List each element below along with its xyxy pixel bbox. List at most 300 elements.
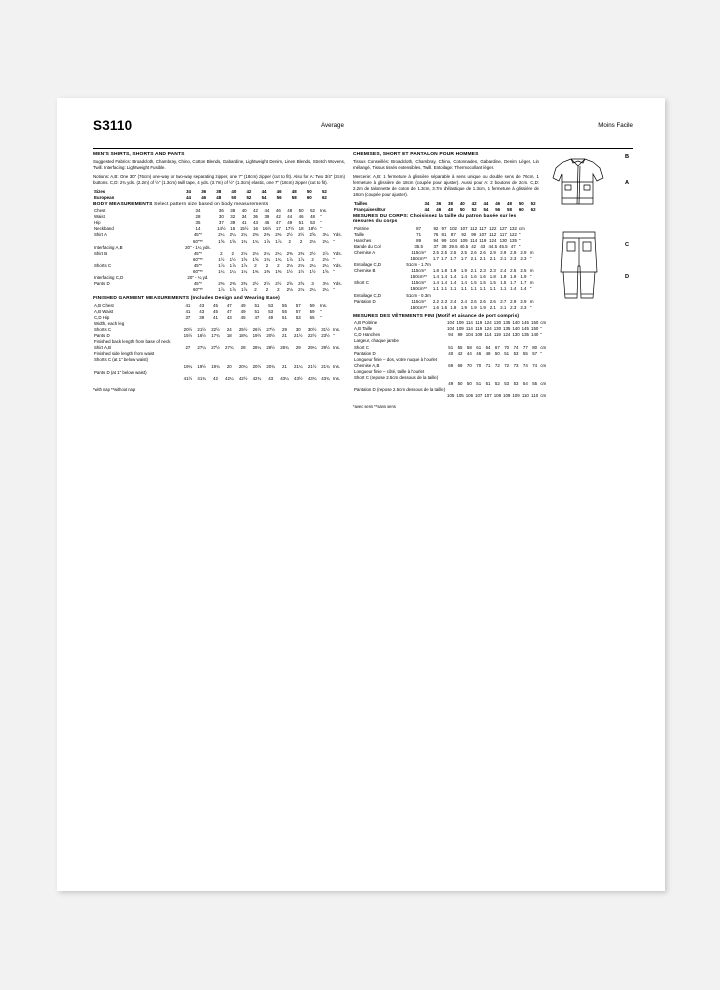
fit-label: Average: [321, 122, 344, 129]
cell: 21½: [197, 327, 206, 333]
cell: 38: [230, 208, 236, 214]
row-label: Shorts C: [94, 262, 112, 268]
cell: 1.1: [440, 286, 448, 292]
row-label: Waist: [94, 214, 105, 220]
cell: 40: [241, 208, 247, 214]
cell: 48: [310, 214, 315, 220]
cell: 2.9: [520, 249, 527, 255]
cell: 1½: [229, 256, 236, 262]
cell: 45"*: [193, 262, 203, 268]
cell: 41¾: [197, 375, 206, 381]
row-label: C,D Hip: [94, 314, 110, 320]
table-row: Sizes 34 36 38 40 42 44 46 48 50 52: [94, 188, 327, 194]
cell: 43: [253, 220, 258, 226]
cell: 74: [532, 362, 538, 368]
row-label: Short C: [354, 280, 369, 286]
cell: 2½: [252, 281, 259, 287]
row-label: Short C (repose 2.5cm dessous de la taille): [354, 374, 439, 380]
sheet-content: [93, 118, 633, 410]
cell: 36: [253, 214, 258, 220]
cell: 57: [295, 302, 301, 308]
cell: 119: [479, 237, 487, 243]
cell: 28½: [266, 345, 275, 351]
cell: 1.4: [432, 280, 439, 286]
cell: 2½: [309, 250, 316, 256]
cell: 39: [230, 220, 236, 226]
cell: 115cm*: [411, 249, 426, 255]
cell: 1⅝: [252, 256, 259, 262]
label-c: C: [624, 242, 629, 248]
cell: 16: [253, 226, 258, 232]
cell: 20¾: [266, 363, 275, 369]
cell: 1½: [309, 268, 316, 274]
cell: 2.7: [500, 298, 507, 304]
cell: 2.1: [470, 268, 477, 274]
cell: 41: [213, 314, 218, 320]
french-body-table: [353, 226, 539, 311]
cell: 117: [479, 225, 487, 231]
label-d: D: [624, 274, 629, 280]
garment-illustrations: [545, 152, 633, 324]
cell: 1.5: [500, 280, 507, 286]
cell: 42½: [238, 375, 248, 381]
cell: 37: [218, 220, 224, 226]
cell: 108: [493, 393, 502, 399]
cell: 2⅛: [286, 262, 293, 268]
cell: 2: [277, 287, 280, 293]
cell: Yds.: [333, 281, 342, 287]
cell: 43: [226, 314, 232, 320]
cell: 45: [240, 314, 246, 320]
french-title: CHEMISES, SHORT ET PANTALON POUR HOMMES: [353, 152, 479, 157]
cell: 43: [268, 375, 274, 381]
cell: 55: [309, 314, 315, 320]
cell: 43¾: [307, 375, 317, 381]
cell: 105: [456, 393, 464, 399]
cell: 51: [485, 381, 491, 387]
cell: 2½: [263, 281, 270, 287]
cell: 2.1: [500, 256, 507, 262]
cell: 3¼: [322, 232, 329, 238]
cell: 2½: [286, 232, 293, 238]
cell: 2: [254, 287, 257, 293]
cell: 1¾: [252, 238, 259, 244]
cell: 1⅞: [241, 287, 248, 293]
cell: Ins.: [320, 302, 328, 308]
cell: 60"**: [193, 287, 203, 293]
cell: 53: [268, 302, 274, 308]
cell: 28¾: [280, 345, 289, 351]
cell: 46: [476, 350, 482, 356]
cell: 42: [471, 243, 477, 249]
cell: 60"**: [193, 268, 203, 274]
english-title: MEN'S SHIRTS, SHORTS AND PANTS: [93, 152, 185, 157]
row-label: Shirt B: [94, 250, 108, 256]
cell: 45: [213, 308, 218, 314]
cell: 2: [254, 262, 257, 268]
cell: 1.6: [440, 304, 448, 310]
cell: 2.5: [520, 268, 527, 274]
cell: 1¾: [241, 238, 248, 244]
cell: 2.6: [479, 249, 486, 255]
cell: 1.7: [440, 256, 448, 262]
cell: 140: [512, 320, 520, 326]
cell: 73: [513, 362, 519, 368]
cell: ": [518, 237, 521, 243]
cell: 1½: [298, 268, 305, 274]
cell: ": [333, 287, 335, 293]
cell: 15½: [183, 333, 193, 339]
cell: 1.9: [470, 304, 477, 310]
cell: 48: [485, 350, 491, 356]
cell: 1.4: [520, 286, 527, 292]
row-label: Shorts C (at 1" below waist): [94, 357, 149, 363]
cell: 2⅛: [252, 250, 259, 256]
cell: 2.1: [489, 256, 496, 262]
cell: 23½: [321, 333, 330, 339]
cell: 115cm*: [411, 280, 426, 286]
cell: 18½: [308, 226, 317, 232]
table-row: Tailles 34 36 38 40 42 44 46 48 50 52: [354, 201, 536, 206]
cell: 1.7: [432, 256, 439, 262]
cell: 27: [185, 345, 191, 351]
cell: 2: [288, 238, 291, 244]
cell: 1.4: [460, 280, 467, 286]
cell: 130: [499, 237, 507, 243]
cell: 30: [218, 214, 224, 220]
cell: 135: [503, 326, 511, 332]
pants-line-drawing: [549, 228, 619, 324]
cell: 1⅞: [218, 287, 225, 293]
cell: 89: [416, 237, 422, 243]
cell: 20" - 1¼ yds.: [185, 244, 211, 250]
cell: 53: [513, 350, 519, 356]
cell: 2¼: [322, 238, 329, 244]
label-b: B: [624, 154, 629, 160]
cell: 53: [268, 308, 274, 314]
cell: 57: [532, 350, 538, 356]
cell: 1.5: [489, 280, 496, 286]
cell: 2.9: [510, 298, 517, 304]
cell: 30½: [307, 327, 317, 333]
cell: m: [529, 249, 534, 255]
cell: 47: [510, 243, 516, 249]
cell: 1.1: [479, 286, 486, 292]
cell: 51: [448, 344, 454, 350]
cell: 2.9: [500, 249, 507, 255]
cell: 36: [218, 208, 224, 214]
cell: 49: [287, 220, 293, 226]
cell: ": [320, 226, 322, 232]
content-columns: [93, 152, 633, 410]
cell: 2.1: [500, 304, 507, 310]
cell: 2½: [298, 232, 305, 238]
cell: 39: [199, 314, 205, 320]
cell: 1⅜: [275, 268, 282, 274]
cell: 87: [416, 225, 422, 231]
cell: 51: [282, 314, 287, 320]
cell: 2: [265, 287, 269, 293]
cell: 20½: [266, 333, 275, 339]
row-label: [93, 376, 181, 382]
cell: 59: [309, 302, 315, 308]
cell: 105: [447, 393, 455, 399]
row-label: Longueur finie – dos, votre nuque à l'ourlet: [354, 356, 438, 362]
cell: 55: [282, 308, 287, 314]
cell: 14: [195, 226, 201, 232]
english-body-measurements-title: BODY MEASUREMENTS Select pattern size based on body measurements: [93, 201, 269, 207]
cell: 51: [504, 350, 510, 356]
cell: 74: [522, 362, 528, 368]
cell: 34: [241, 214, 247, 220]
cell: 55: [522, 350, 528, 356]
cell: 1.1: [500, 286, 507, 292]
cell: 150cm**: [410, 304, 427, 310]
row-label: Chemise A: [354, 249, 376, 255]
cell: 50: [457, 381, 463, 387]
cell: 1.4: [440, 280, 448, 286]
cell: 46: [298, 214, 304, 220]
cell: 15: [230, 226, 236, 232]
cell: 2.3: [520, 304, 527, 310]
cell: m: [529, 298, 534, 304]
cell: 42¼: [225, 375, 234, 381]
cell: 135: [509, 237, 517, 243]
row-label: Pantalon D (repose 2.5cm dessous de la taille): [354, 387, 446, 393]
cell: 132: [509, 225, 517, 231]
cell: 2.1: [479, 256, 486, 262]
cell: 39: [264, 214, 270, 220]
cell: 43¾: [321, 375, 330, 381]
cell: 19½: [197, 363, 206, 369]
cell: 37: [185, 314, 191, 320]
cell: 92: [461, 231, 467, 237]
cell: ": [518, 243, 521, 249]
cell: 1.5: [470, 280, 477, 286]
cell: 1.8: [489, 274, 496, 280]
row-label: Chemise A,B: [354, 362, 380, 368]
cell: 1.9: [460, 268, 467, 274]
cell: cm: [540, 381, 547, 387]
cell: 1⅞: [286, 256, 293, 262]
cell: 2⅝: [309, 232, 316, 238]
cell: 51: [254, 308, 260, 314]
cell: 107: [479, 231, 487, 237]
cell: 2⅛: [298, 287, 305, 293]
cell: 16½: [262, 226, 272, 232]
cell: 2.4: [460, 298, 467, 304]
cell: 20½: [183, 327, 193, 333]
english-notions: Notions: A,B: One 30" (76cm) one-way or two-way separating zipper, one 7" (18cm) zipper (cut to fit). Also for A: Two 3/4" (2cm) buttons. C,D: 2¾ yds. (2.2m) of ½" (1.3cm) twill tape, 4 yds. (3.7m) of ½" (1.3cm) elastic, one 7" (18cm) zipper (cut to fit).: [93, 173, 345, 185]
cell: ": [320, 308, 322, 314]
french-fabrics: Tissus Conseillés: Broadcloth, Chambray, Chino, Cotonnades, Gabardine, Denim Léger, Lin mélangé, Tissus tissés extensibles, Twill. Entoilage: Thermocollant léger.: [353, 158, 539, 170]
english-body-table: [93, 208, 345, 293]
cell: 72: [494, 362, 500, 368]
cell: 67: [494, 344, 500, 350]
cell: 110: [531, 393, 539, 399]
cell: 44: [466, 350, 472, 356]
cell: 47: [226, 302, 232, 308]
cell: 26½: [252, 327, 262, 333]
cell: 1.1: [460, 286, 467, 292]
cell: 99: [441, 237, 447, 243]
cell: 1⅝: [241, 256, 248, 262]
cell: 1.4: [440, 274, 448, 280]
english-footnote: *with nap **without nap: [93, 386, 136, 392]
cell: 51: [298, 220, 304, 226]
french-column: [353, 152, 547, 410]
cell: 2.5: [450, 249, 457, 255]
cell: 114: [484, 332, 492, 338]
cell: 150cm**: [410, 256, 427, 262]
cell: 27¾: [225, 345, 234, 351]
cell: 2.5: [460, 249, 467, 255]
cell: 107: [460, 225, 468, 231]
cell: 109: [475, 332, 483, 338]
cell: 15½: [239, 226, 249, 232]
cell: 51: [476, 381, 482, 387]
french-body-measurements-title: MESURES DU CORPS: Choisissez la taille du patron basée sur les mesures du corps: [353, 214, 517, 225]
cell: 2.5: [432, 249, 439, 255]
cell: 77: [522, 344, 528, 350]
cell: 21: [282, 363, 287, 369]
cell: Ins.: [333, 375, 341, 381]
cell: 1.7: [460, 256, 467, 262]
cell: 1.4: [460, 274, 467, 280]
cell: 41½: [183, 375, 193, 381]
cell: 150: [531, 320, 539, 326]
cell: 122: [489, 225, 497, 231]
cell: 109: [460, 237, 468, 243]
english-sizes-table: [93, 189, 345, 201]
cell: 46: [275, 208, 281, 214]
cell: 18: [298, 226, 304, 232]
row-label: Finished side length from waist: [94, 351, 155, 357]
cell: 2⅛: [309, 238, 316, 244]
cell: 2.4: [500, 268, 507, 274]
cell: 28¼: [252, 345, 262, 351]
cell: 43½: [294, 375, 303, 381]
row-label: A,B Poitrine: [354, 320, 378, 326]
row-label: Pants D: [94, 333, 110, 339]
cell: 3⅛: [322, 281, 329, 287]
cell: 1⅞: [218, 262, 225, 268]
cell: 24: [226, 327, 232, 333]
cell: 64: [485, 344, 491, 350]
cell: 80: [532, 344, 538, 350]
cell: 49: [240, 308, 246, 314]
cell: 29: [295, 345, 301, 351]
cell: 1.9: [510, 274, 517, 280]
cell: 2⅜: [298, 250, 305, 256]
cell: 1.7: [510, 280, 517, 286]
cell: 2.1: [489, 304, 496, 310]
cell: 119: [493, 332, 501, 338]
cell: ": [529, 304, 532, 310]
cell: 2⅛: [298, 262, 305, 268]
cell: 1.4: [450, 274, 457, 280]
cell: 2⅝: [298, 281, 305, 287]
label-a: A: [624, 180, 629, 186]
cell: 71: [485, 362, 491, 368]
cell: ": [320, 214, 322, 220]
cell: 44.5: [488, 243, 498, 249]
cell: 1⅞: [263, 238, 270, 244]
cell: 1.7: [520, 280, 527, 286]
cell: 1¼: [241, 268, 248, 274]
cell: 1⅞: [229, 287, 236, 293]
row-label: Taille: [354, 231, 365, 237]
cell: 1⅝: [218, 238, 225, 244]
cell: 106: [465, 393, 474, 399]
cell: 43¼: [280, 375, 289, 381]
cell: 20½: [252, 363, 262, 369]
cell: 72: [504, 362, 510, 368]
row-label: Largeur, chaque jambe: [354, 338, 399, 344]
cell: 29¼: [307, 345, 317, 351]
row-label: Chemise B: [354, 268, 376, 274]
cell: 1⅞: [275, 238, 282, 244]
cell: 50: [466, 381, 472, 387]
cell: 2¼: [322, 287, 329, 293]
cell: Ins.: [320, 208, 328, 214]
row-label: A,B Waist: [94, 308, 114, 314]
row-label: C,D Hanches: [354, 332, 381, 338]
cell: 1.8: [500, 274, 507, 280]
french-notions: Mercerie: A,B: 1 fermeture à glissière séparable à sens unique ou double sens de 76cm, 1 fermeture à glissière de 18cm (coupée pour ajuster). Aussi pour A: 2 boutons de 2cm. C,D: 2.2m de talonnette de coton de 1.3cm, 3.7m d'élastique de 1.3cm, 1 fermeture à glissière de 18cm (coupée pour ajuster).: [353, 173, 539, 198]
cell: 109: [512, 393, 520, 399]
cell: 22½: [307, 333, 317, 339]
cell: ": [320, 314, 322, 320]
table-row: [353, 305, 539, 311]
cell: ": [529, 256, 532, 262]
cell: 2.5: [440, 249, 448, 255]
cell: 60"**: [193, 238, 203, 244]
cell: 52: [494, 381, 500, 387]
cell: ": [529, 274, 532, 280]
cell: 59: [309, 308, 315, 314]
cell: Ins.: [333, 327, 341, 333]
cell: 2¼: [275, 250, 282, 256]
cell: 1.1: [450, 286, 457, 292]
cell: 150cm**: [410, 274, 427, 280]
cell: 140: [531, 332, 539, 338]
cell: 18: [226, 333, 232, 339]
cell: 50: [298, 208, 304, 214]
cell: 44: [264, 208, 270, 214]
cell: 104: [447, 320, 455, 326]
cell: 109: [503, 393, 511, 399]
cell: 47: [254, 314, 260, 320]
cell: 1.8: [432, 268, 439, 274]
cell: 70: [476, 362, 482, 368]
cell: 49: [240, 302, 246, 308]
cell: 1.1: [470, 286, 477, 292]
cell: 135: [503, 320, 511, 326]
cell: 43: [480, 243, 486, 249]
cell: m: [529, 268, 534, 274]
cell: 1.8: [450, 304, 457, 310]
cell: 27½: [211, 345, 220, 351]
row-label: [353, 393, 446, 399]
table-row: European 44 46 48 50 52 54 56 58 60 62: [94, 194, 327, 200]
cell: 2.9: [489, 249, 496, 255]
cell: 53: [310, 220, 315, 226]
cell: 104: [449, 237, 457, 243]
english-column: [93, 152, 345, 392]
pattern-number: S3110: [93, 118, 133, 133]
cell: 92: [433, 225, 439, 231]
